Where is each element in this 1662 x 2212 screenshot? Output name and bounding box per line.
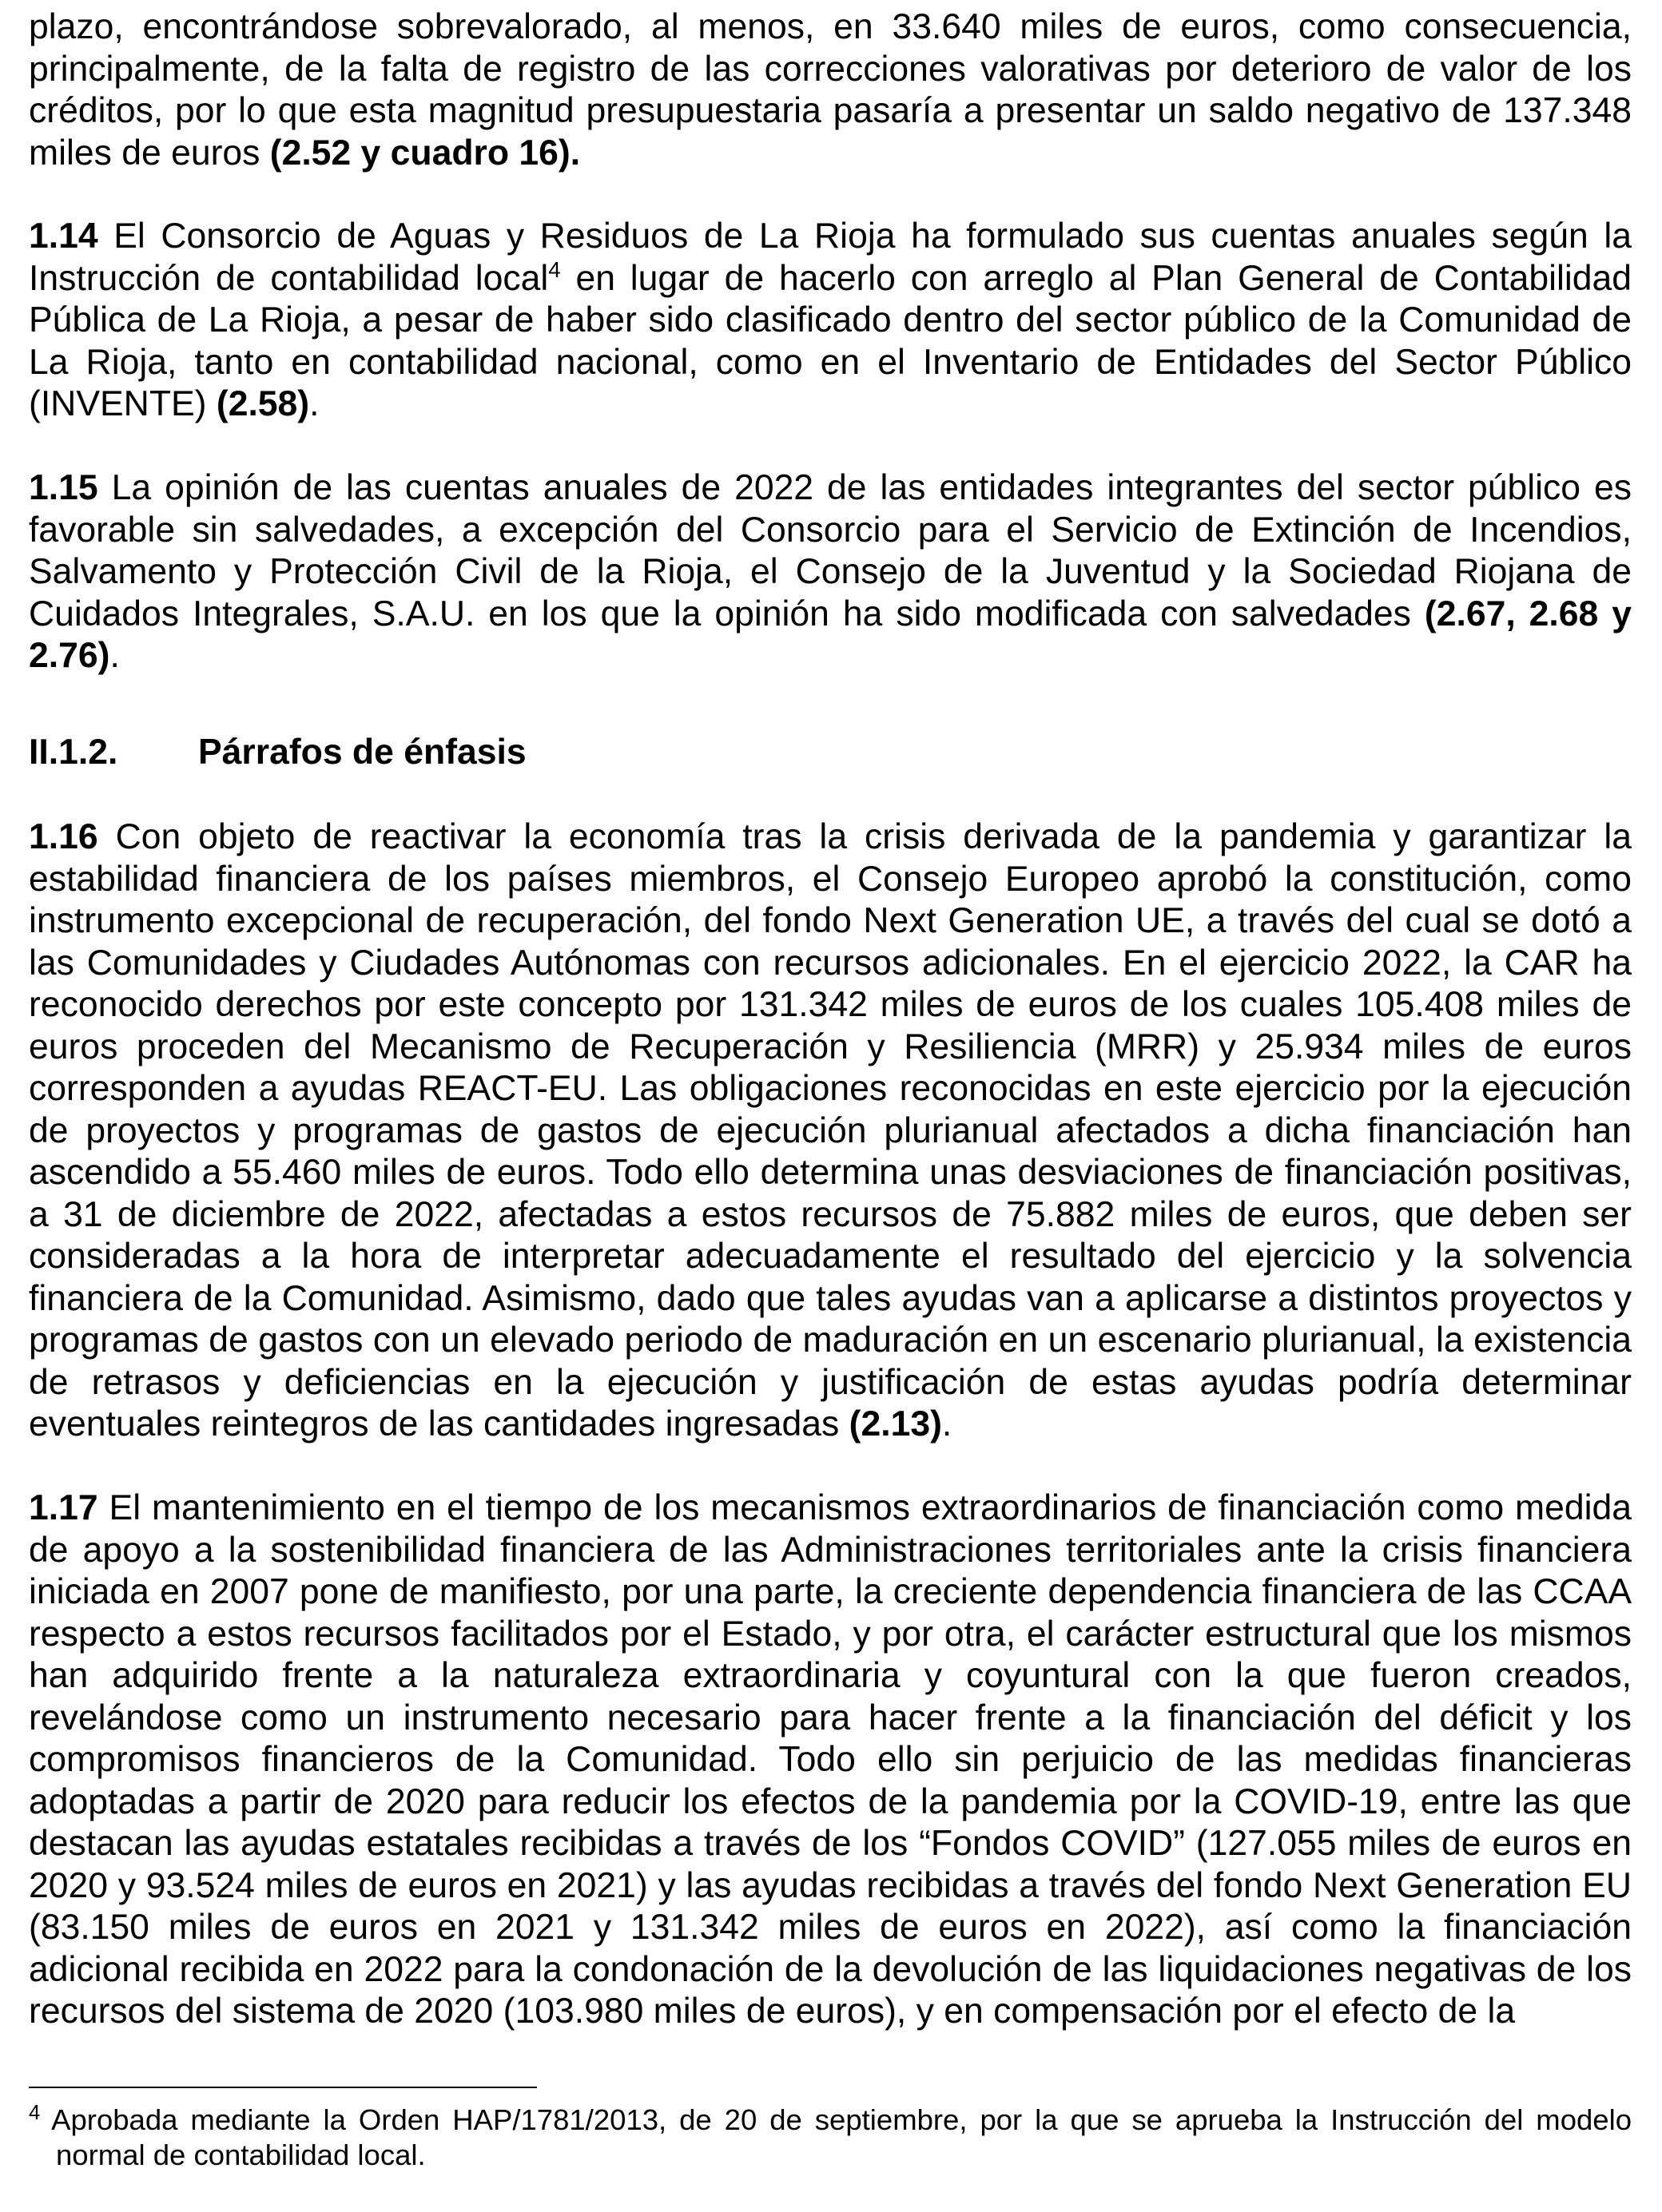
- footnote-text: Aprobada mediante la Orden HAP/1781/2013, de 20 de septiembre, por la que se aprueba la Instrucción del modelo normal de contabilidad local.: [40, 2103, 1632, 2171]
- paragraph-number: 1.15: [29, 468, 98, 507]
- paragraph-1-15: [29, 467, 1632, 677]
- footnote-reference: 4: [548, 256, 561, 282]
- document-page: [29, 0, 1632, 2212]
- cross-reference: (2.52 y cuadro 16).: [269, 133, 581, 173]
- cross-reference: (2.13): [849, 1404, 942, 1444]
- cross-reference: (2.58): [216, 384, 310, 423]
- paragraph-text: El mantenimiento en el tiempo de los mecanismos extraordinarios de financiación como medida de apoyo a la sostenibilidad financiera de las Administraciones territoriales ante la crisis financiera iniciada en 2007 pone de manifiesto, por una parte, la creciente dependencia financiera de las CCAA respecto a estos recursos facilitados por el Estado, y por otra, el carácter estructural que los mismos han adquirido frente a la naturaleza extraordinaria y coyuntural con la que fueron creados, revelándose como un instrumento necesario para hacer frente a la financiación del déficit y los compromisos financieros de la Comunidad. Todo ello sin perjuicio de las medidas financieras adoptadas a partir de 2020 para reducir los efectos de la pandemia por la COVID-19, entre las que destacan las ayudas estatales recibidas a través de los “Fondos COVID” (127.055 miles de euros en 2020 y 93.524 miles de euros en 2021) y las ayudas recibidas a través del fondo Next Generation EU (83.150 miles de euros en 2021 y 131.342 miles de euros en 2022), así como la financiación adicional recibida en 2022 para la condonación de la devolución de las liquidaciones negativas de los recursos del sistema de 2020 (103.980 miles de euros), y en compensación por el efecto de la: [29, 1488, 1632, 2031]
- paragraph-text: en lugar de hacerlo con arreglo al Plan General de Contabilidad Pública de La Rioja, a pesar de haber sido clasificado dentro del sector público de la Comunidad de La Rioja, tanto en contabilidad nacional, como en el Inventario de Entidades del Sector Público (INVENTE): [29, 258, 1632, 423]
- paragraph-text: La opinión de las cuentas anuales de 2022 de las entidades integrantes del sector público es favorable sin salvedades, a excepción del Consorcio para el Servicio de Extinción de Incendios, Salvamento y Protección Civil de la Rioja, el Consejo de la Juventud y la Sociedad Riojana de Cuidados Integrales, S.A.U. en los que la opinión ha sido modificada con salvedades: [29, 468, 1632, 633]
- footnote-mark: 4: [29, 2101, 41, 2124]
- section-number: II.1.2.: [29, 733, 118, 772]
- cross-reference: (2.67, 2.68 y 2.76): [29, 594, 1632, 675]
- footnote-separator: [29, 2087, 537, 2088]
- paragraph-number: 1.16: [29, 817, 98, 856]
- paragraph-end: .: [309, 384, 320, 423]
- paragraph-end: .: [941, 1404, 952, 1444]
- paragraph-1-14: [29, 216, 1632, 426]
- paragraph-1-17: [29, 1487, 1632, 2033]
- paragraph-1-16: [29, 816, 1632, 1446]
- paragraph-number: 1.14: [29, 216, 98, 256]
- paragraph-number: 1.17: [29, 1488, 98, 1527]
- paragraph-end: .: [109, 636, 120, 675]
- paragraph-text: Con objeto de reactivar la economía tras la crisis derivada de la pandemia y garantizar la estabilidad financiera de los países miembros, el Consejo Europeo aprobó la constitución, como instrumento excepcional de recuperación, del fondo Next Generation UE, a través del cual se dotó a las Comunidades y Ciudades Autónomas con recursos adicionales. En el ejercicio 2022, la CAR ha reconocido derechos por este concepto por 131.342 miles de euros de los cuales 105.408 miles de euros proceden del Mecanismo de Recuperación y Resiliencia (MRR) y 25.934 miles de euros corresponden a ayudas REACT-EU. Las obligaciones reconocidas en este ejercicio por la ejecución de proyectos y programas de gastos de ejecución plurianual afectados a dicha financiación han ascendido a 55.460 miles de euros. Todo ello determina unas desviaciones de financiación positivas, a 31 de diciembre de 2022, afectadas a estos recursos de 75.882 miles de euros, que deben ser consideradas a la hora de interpretar adecuadamente el resultado del ejercicio y la solvencia financiera de la Comunidad. Asimismo, dado que tales ayudas van a aplicarse a distintos proyectos y programas de gastos con un elevado periodo de maduración en un escenario plurianual, la existencia de retrasos y deficiencias en la ejecución y justificación de estas ayudas podría determinar eventuales reintegros de las cantidades ingresadas: [29, 817, 1632, 1444]
- section-title: Párrafos de énfasis: [198, 733, 527, 772]
- paragraph-continuation: [29, 6, 1632, 174]
- footnote: [29, 2103, 1632, 2173]
- paragraph-text: plazo, encontrándose sobrevalorado, al menos, en 33.640 miles de euros, como consecuencia, principalmente, de la falta de registro de las correcciones valorativas por deterioro de valor de los créditos, por lo que esta magnitud presupuestaria pasaría a presentar un saldo negativo de 137.348 miles de euros: [29, 7, 1632, 173]
- paragraph-text: El Consorcio de Aguas y Residuos de La Rioja ha formulado sus cuentas anuales según la Instrucción de contabilidad local: [29, 216, 1632, 298]
- section-heading: [29, 732, 527, 774]
